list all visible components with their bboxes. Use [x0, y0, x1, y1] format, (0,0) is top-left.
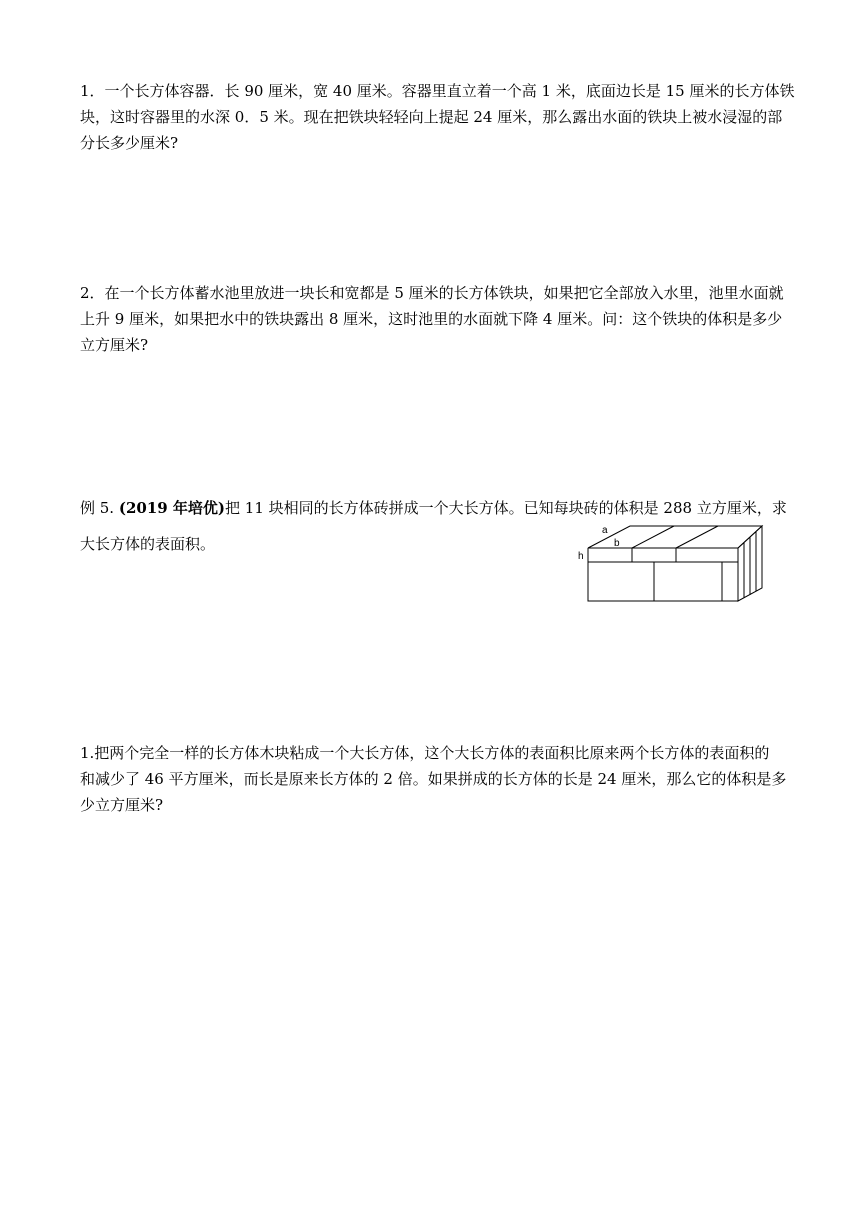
figure-front-face	[588, 562, 738, 601]
problem-1	[80, 78, 795, 156]
figure-label-a: a	[602, 525, 608, 536]
problem-2	[80, 280, 782, 358]
problem-2-line-2: 上升 9 厘米，如果把水中的铁块露出 8 厘米，这时池里的水面就下降 4 厘米。问：这个铁块的体积是多少	[80, 310, 783, 328]
brick-cuboid-figure	[572, 518, 772, 608]
figure-label-b: b	[614, 538, 620, 549]
problem-4-line-3: 少立方厘米?	[80, 796, 164, 814]
problem-4-line-2: 和减少了 46 平方厘米，而长是原来长方体的 2 倍。如果拼成的长方体的长是 24 厘米，那么它的体积是多	[80, 770, 787, 788]
problem-1-line-3: 分长多少厘米?	[80, 134, 179, 152]
example-5-prefix: 例 5.	[80, 499, 119, 517]
example-5-tag: (2019 年培优)	[118, 499, 226, 517]
problem-1-line-1: 1．一个长方体容器．长 90 厘米，宽 40 厘米。容器里直立着一个高 1 米，底面边长是 15 厘米的长方体铁	[80, 82, 795, 100]
problem-2-line-3: 立方厘米?	[80, 336, 149, 354]
example-5-text: 把 11 块相同的长方体砖拼成一个大长方体。已知每块砖的体积是 288 立方厘米，求	[225, 499, 787, 517]
problem-1-line-2: 块，这时容器里的水深 0．5 米。现在把铁块轻轻向上提起 24 厘米，那么露出水面的铁块上被水浸湿的部	[80, 108, 783, 126]
example-5-line-2: 大长方体的表面积。	[80, 535, 216, 553]
problem-4-line-1: 1.把两个完全一样的长方体木块粘成一个大长方体，这个大长方体的表面积比原来两个长方体的表面积的	[80, 744, 770, 762]
figure-label-h: h	[578, 551, 584, 562]
problem-2-line-1: 2．在一个长方体蓄水池里放进一块长和宽都是 5 厘米的长方体铁块，如果把它全部放入水里，池里水面就	[80, 284, 784, 302]
problem-4	[80, 740, 787, 818]
